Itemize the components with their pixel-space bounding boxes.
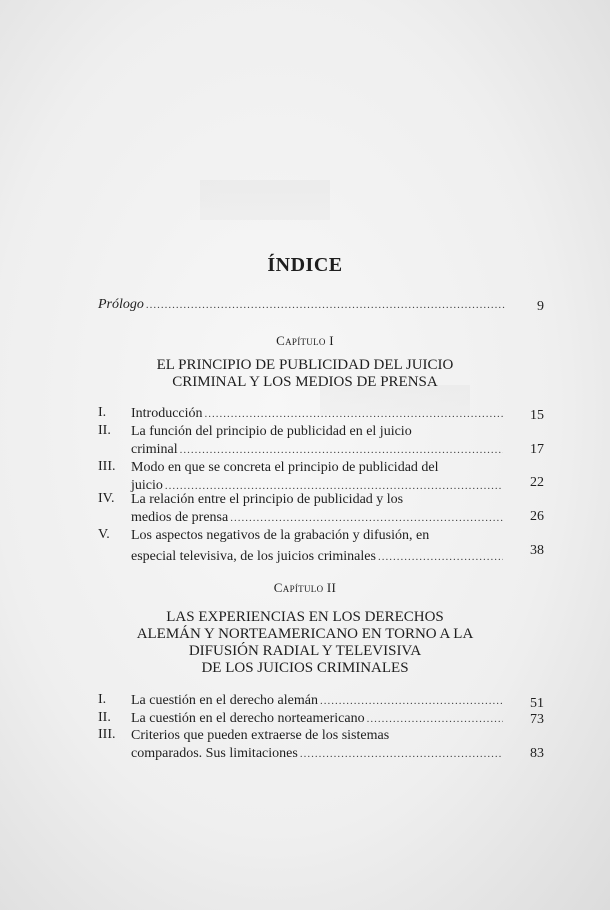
index-title: ÍNDICE bbox=[267, 254, 343, 276]
toc-entry bbox=[131, 459, 505, 495]
entry-number: V. bbox=[98, 527, 110, 542]
entry-text: La función del principio de publicidad en el juicio bbox=[131, 424, 412, 439]
entry-text: Criterios que pueden extraerse de los sistemas bbox=[131, 728, 390, 743]
chapter-title-line: DIFUSIÓN RADIAL Y TELEVISIVA bbox=[188, 643, 422, 659]
dot-leader bbox=[180, 441, 503, 459]
toc-entry bbox=[131, 710, 505, 728]
entry-number: I. bbox=[98, 692, 107, 707]
bleed-through-shadow bbox=[200, 180, 330, 220]
dot-leader bbox=[378, 548, 503, 566]
entry-text: comparados. Sus limitaciones bbox=[131, 746, 298, 761]
dot-leader bbox=[367, 710, 503, 728]
prologue-page-number: 9 bbox=[537, 299, 544, 314]
entry-page-number: 15 bbox=[530, 408, 544, 423]
entry-text: Modo en que se concreta el principio de publicidad del bbox=[131, 460, 439, 475]
toc-entry bbox=[131, 405, 505, 423]
toc-entry-prologue bbox=[98, 296, 508, 314]
dot-leader bbox=[300, 745, 503, 763]
dot-leader bbox=[146, 296, 506, 314]
entry-text: La relación entre el principio de publicidad y los bbox=[131, 492, 404, 507]
entry-number: III. bbox=[98, 459, 116, 474]
entry-page-number: 22 bbox=[530, 475, 544, 490]
entry-page-number: 38 bbox=[530, 543, 544, 558]
chapter-title-line: CRIMINAL Y LOS MEDIOS DE PRENSA bbox=[172, 374, 438, 390]
entry-number: III. bbox=[98, 727, 116, 742]
entry-text: criminal bbox=[131, 442, 178, 457]
dot-leader bbox=[230, 509, 503, 527]
entry-number: II. bbox=[98, 423, 111, 438]
entry-number: II. bbox=[98, 710, 111, 725]
entry-text: medios de prensa bbox=[131, 510, 229, 525]
entry-number: I. bbox=[98, 405, 107, 420]
entry-text: Introducción bbox=[131, 406, 203, 421]
chapter-2-label: Capítulo II bbox=[273, 580, 337, 595]
toc-entry bbox=[131, 491, 505, 527]
chapter-title-line: LAS EXPERIENCIAS EN LOS DERECHOS bbox=[166, 609, 444, 625]
chapter-2-title bbox=[0, 609, 610, 677]
entry-number: IV. bbox=[98, 491, 115, 506]
toc-entry bbox=[131, 727, 505, 763]
chapter-title-line: DE LOS JUICIOS CRIMINALES bbox=[201, 660, 409, 676]
entry-page-number: 73 bbox=[530, 712, 544, 727]
dot-leader bbox=[320, 692, 503, 710]
entry-page-number: 51 bbox=[530, 696, 544, 711]
toc-entry bbox=[131, 692, 505, 710]
chapter-title-line: ALEMÁN Y NORTEAMERICANO EN TORNO A LA bbox=[136, 626, 474, 642]
entry-text: especial televisiva, de los juicios criminales bbox=[131, 549, 376, 564]
dot-leader bbox=[205, 405, 503, 423]
entry-text: La cuestión en el derecho alemán bbox=[131, 693, 318, 708]
toc-entry bbox=[131, 423, 505, 459]
prologue-label: Prólogo bbox=[98, 297, 144, 312]
toc-entry bbox=[131, 527, 505, 566]
entry-page-number: 83 bbox=[530, 746, 544, 761]
chapter-title-line: EL PRINCIPIO DE PUBLICIDAD DEL JUICIO bbox=[156, 357, 454, 373]
entry-page-number: 26 bbox=[530, 509, 544, 524]
chapter-1-title bbox=[0, 357, 610, 391]
chapter-1-label: Capítulo I bbox=[276, 333, 334, 348]
entry-page-number: 17 bbox=[530, 442, 544, 457]
entry-text: Los aspectos negativos de la grabación y difusión, en bbox=[131, 528, 430, 543]
entry-text: La cuestión en el derecho norteamericano bbox=[131, 711, 365, 726]
entry-text: juicio bbox=[131, 478, 163, 493]
